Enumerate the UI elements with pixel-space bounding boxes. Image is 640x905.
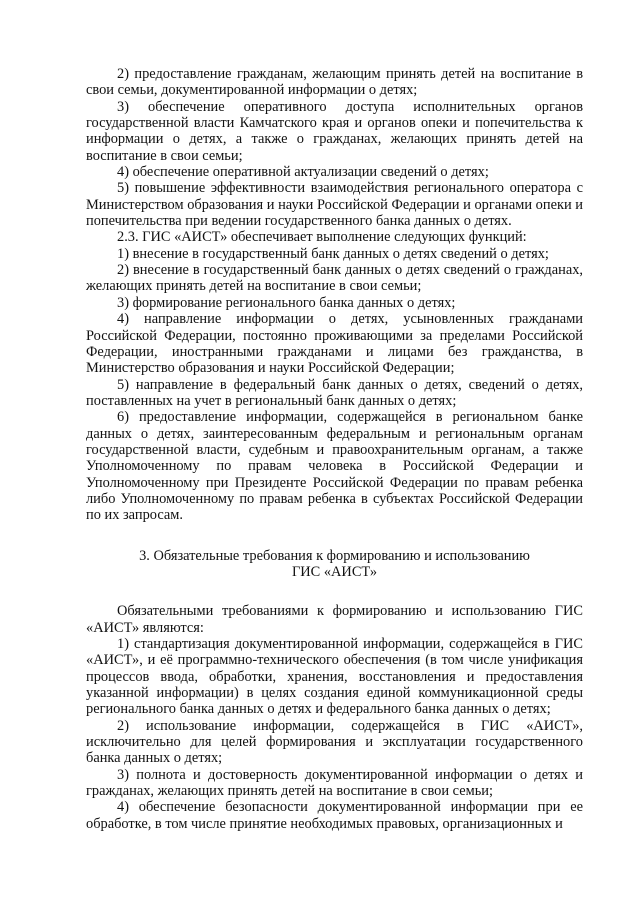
function-item-6: 6) предоставление информации, содержащейся в региональном банке данных о детях, заинтересованным федеральным и региональным органам государственной власти, судебным и правоохранительным органам, а также Уполномоченному по правам человека в Российской Федерации и Уполномоченному при Президенте Российской Федерации по правам ребенка либо Уполномоченному по правам ребенка в субъектах Российской Федерации по их запросам. bbox=[86, 409, 583, 524]
function-item-5: 5) направление в федеральный банк данных о детях, сведений о детях, поставленных на учет в региональный банк данных о детях; bbox=[86, 376, 583, 409]
paragraph-item-5: 5) повышение эффективности взаимодействия регионального оператора с Министерством образования и науки Российской Федерации и органами опеки и попечительства при ведении государственного банка данных о детях. bbox=[86, 180, 583, 230]
paragraph-item-2: 2) предоставление гражданам, желающим принять детей на воспитание в свои семьи, документированной информации о детях; bbox=[86, 66, 583, 99]
paragraph-clause-2-3: 2.3. ГИС «АИСТ» обеспечивает выполнение следующих функций: bbox=[117, 229, 527, 246]
function-item-2: 2) внесение в государственный банк данных о детях сведений о гражданах, желающих принять детей на воспитание в свои семьи; bbox=[86, 262, 583, 295]
requirement-item-2: 2) использование информации, содержащейся в ГИС «АИСТ», исключительно для целей формирования и эксплуатации государственного банка данных о детях; bbox=[86, 717, 583, 767]
function-item-3: 3) формирование регионального банка данных о детях; bbox=[117, 294, 456, 311]
requirements-intro: Обязательными требованиями к формированию и использованию ГИС «АИСТ» являются: bbox=[86, 603, 583, 636]
function-item-4: 4) направление информации о детях, усыновленных гражданами Российской Федерации, постоянно проживающими за пределами Российской Федерации, иностранными гражданами и лицами без гражданства, в Министерство образования и науки Российской Федерации; bbox=[86, 311, 583, 377]
paragraph-item-4: 4) обеспечение оперативной актуализации сведений о детях; bbox=[117, 164, 489, 181]
section-heading-line-2: ГИС «АИСТ» bbox=[291, 563, 378, 580]
requirement-item-3: 3) полнота и достоверность документированной информации о детях и гражданах, желающих принять детей на воспитание в свои семьи; bbox=[86, 766, 583, 800]
section-heading bbox=[86, 548, 583, 581]
function-item-1: 1) внесение в государственный банк данных о детях сведений о детях; bbox=[117, 245, 549, 262]
paragraph-item-3: 3) обеспечение оперативного доступа исполнительных органов государственной власти Камчатского края и органов опеки и попечительства к информации о детях, а также о гражданах, желающих принять детей на воспитание в свои семьи; bbox=[86, 98, 583, 164]
requirement-item-1: 1) стандартизация документированной информации, содержащейся в ГИС «АИСТ», и её программно-технического обеспечения (в том числе унификация процессов ввода, обработки, хранения, восстановления и предоставления указанной информации) в целях создания единой коммуникационной среды регионального банка данных о детях и федерального банка данных о детях; bbox=[86, 636, 583, 718]
requirement-item-4: 4) обеспечение безопасности документированной информации при ее обработке, в том числе принятие необходимых правовых, организационных и bbox=[86, 799, 583, 832]
section-heading-line-1: 3. Обязательные требования к формированию и использованию bbox=[139, 547, 530, 564]
